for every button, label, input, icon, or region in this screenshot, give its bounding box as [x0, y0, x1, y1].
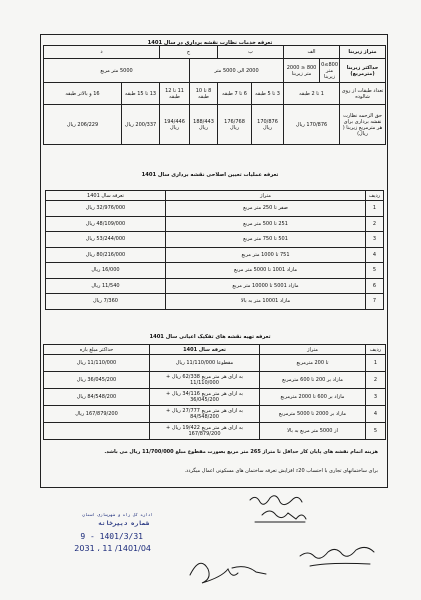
fee-formula: به ازای هر متر مربع 62/338 ریال + 11/110/000: [150, 372, 260, 389]
fee-formula: به ازای هر متر مربع 19/422 ریال + 167/879/200: [150, 423, 260, 440]
area-range: مازاد 5001 تا 10000 متر مربع: [166, 278, 366, 294]
fee-6: 200/337 ریال: [122, 105, 160, 145]
fee-7: 206/229 ریال: [44, 105, 122, 145]
row-number: 3: [366, 389, 386, 406]
max-amount: 84/548/200 ریال: [44, 389, 150, 406]
header-fee: تعرفه سال 1401: [46, 191, 166, 201]
area-range: 751 تا 1000 متر مربع: [166, 247, 366, 263]
row-label-floors: تعداد طبقات از روی شالوده: [340, 83, 386, 105]
fee-formula: به ازای هر متر مربع 34/116 ریال + 36/045/200: [150, 389, 260, 406]
max-amount: 36/045/200 ریال: [44, 372, 150, 389]
max-amount: 11/110/000 ریال: [44, 355, 150, 372]
floors-5: 11 تا 12 طبقه: [160, 83, 190, 105]
area-range: 251 تا 500 متر مربع: [166, 216, 366, 232]
area-range: مازاد 10001 متر به بالا: [166, 294, 366, 310]
fee-formula: به ازای هر متر مربع 27/777 ریال + 84/548/200: [150, 406, 260, 423]
row-label-fee: حق الزحمه نظارت نقشه برداری برای هر مترمربع زیربنا ( ریال): [340, 105, 386, 145]
floors-2: 3 تا 5 طبقه: [252, 83, 284, 105]
row-number: 5: [366, 263, 384, 279]
row-number: 7: [366, 294, 384, 310]
area-range: مازاد بر 600 تا 2000 مترمربع: [260, 389, 366, 406]
table3-title: تعرفه تهیه نقشه های تفکیک اعیانی سال 1401: [149, 334, 271, 340]
row-number: 2: [366, 372, 386, 389]
max-amount: 167/879/200 ریال: [44, 406, 150, 423]
fee-amount: 7/360 ریال: [46, 294, 166, 310]
row-number: 4: [366, 247, 384, 263]
col-letter-d: د: [44, 46, 160, 59]
row-number: 3: [366, 232, 384, 248]
area-range: از 5000 متر مربع به بالا: [260, 423, 366, 440]
fee-5: 194/446 ریال: [160, 105, 190, 145]
fee-4: 188/443 ریال: [190, 105, 218, 145]
note-commercial: برای ساختمانهای تجاری با احتساب 20٪ افزایش تعرفه ساختمان های مسکونی اعمال میگردد.: [184, 468, 378, 474]
area-range: تا 200 مترمربع: [260, 355, 366, 372]
header-fee: تعرفه سال 1401: [150, 345, 260, 355]
row-number: 1: [366, 355, 386, 372]
col-letter-b: ب: [218, 46, 284, 59]
header-row-number: ردیف: [366, 345, 386, 355]
fee-amount: 16/000 ریال: [46, 263, 166, 279]
header-area: متراژ: [166, 191, 366, 201]
area-range: مازاد بر 2000 تا 5000 مترمربع: [260, 406, 366, 423]
floors-1: 1 تا 2 طبقه: [284, 83, 340, 105]
fee-formula: مقطوعا 11/110/000 ریال: [150, 355, 260, 372]
fee-amount: 48/109/000 ریال: [46, 216, 166, 232]
fee-amount: 80/216/000 ریال: [46, 247, 166, 263]
area-a: 800≥0 متر زیربنا: [320, 59, 340, 83]
area-d: 5000 متر مربع: [44, 59, 190, 83]
floors-7: 16 و بالاتر طبقه: [44, 83, 122, 105]
row-number: 6: [366, 278, 384, 294]
row-number: 4: [366, 406, 386, 423]
header-row-number: ردیف: [366, 191, 384, 201]
registry-stamp: [55, 512, 155, 558]
header-max-amount: حداکثر مبلغ بازه: [44, 345, 150, 355]
fee-3: 176/768 ریال: [218, 105, 252, 145]
stamp-date-number: 1401/3/31 - 9: [80, 532, 143, 541]
fee-amount: 32/976/000 ریال: [46, 201, 166, 217]
stamp-office: اداره کل راه و شهرسازی استان: [82, 512, 153, 517]
floors-4: 8 تا 10 طبقه: [190, 83, 218, 105]
fee-2: 170/876 ریال: [252, 105, 284, 145]
fee-amount: 53/244/000 ریال: [46, 232, 166, 248]
area-c: 2000 الی 5000 متر: [190, 59, 284, 83]
row-number: 5: [366, 423, 386, 440]
area-range: مازاد بر 200 تا 600 مترمربع: [260, 372, 366, 389]
area-range: 501 تا 750 متر مربع: [166, 232, 366, 248]
area-b: 800 ≤ 2000 متر زیربنا: [284, 59, 320, 83]
floors-3: 6 تا 7 طبقه: [218, 83, 252, 105]
header-area: متراژ: [260, 345, 366, 355]
col-letter-a: الف: [284, 46, 340, 59]
fee-amount: 11/540 ریال: [46, 278, 166, 294]
row-number: 1: [366, 201, 384, 217]
row-label-max-area: حداکثر زیربنا (مترمربع): [340, 59, 386, 83]
note-final-maps: هزینه اتمام نقشه های پایان کار حداقل تا متراژ 265 متر مربع بصورت مقطوع مبلغ 11/700/000 ریال می باشد.: [104, 449, 378, 455]
col-letter-c: ج: [160, 46, 218, 59]
fee-1: 170/876 ریال: [284, 105, 340, 145]
stamp-handwritten-number: 1401/04/ 11 ، 2031: [74, 544, 151, 553]
area-range: مازاد 1001 تا 5000 متر مربع: [166, 263, 366, 279]
stamp-registry-label: شماره دبیرخانه: [98, 520, 149, 527]
row-label-area: متراژ زیربنا: [340, 46, 386, 59]
table1-title: تعرفه خدمات نظارت نقشه برداری در سال 1401: [147, 40, 273, 46]
table2-title: تعرفه عملیات تعیین اصلاحی نقشه برداری سال 1401: [141, 172, 279, 178]
floors-6: 13 تا 15 طبقه: [122, 83, 160, 105]
row-number: 2: [366, 216, 384, 232]
area-range: صفر تا 250 متر مربع: [166, 201, 366, 217]
